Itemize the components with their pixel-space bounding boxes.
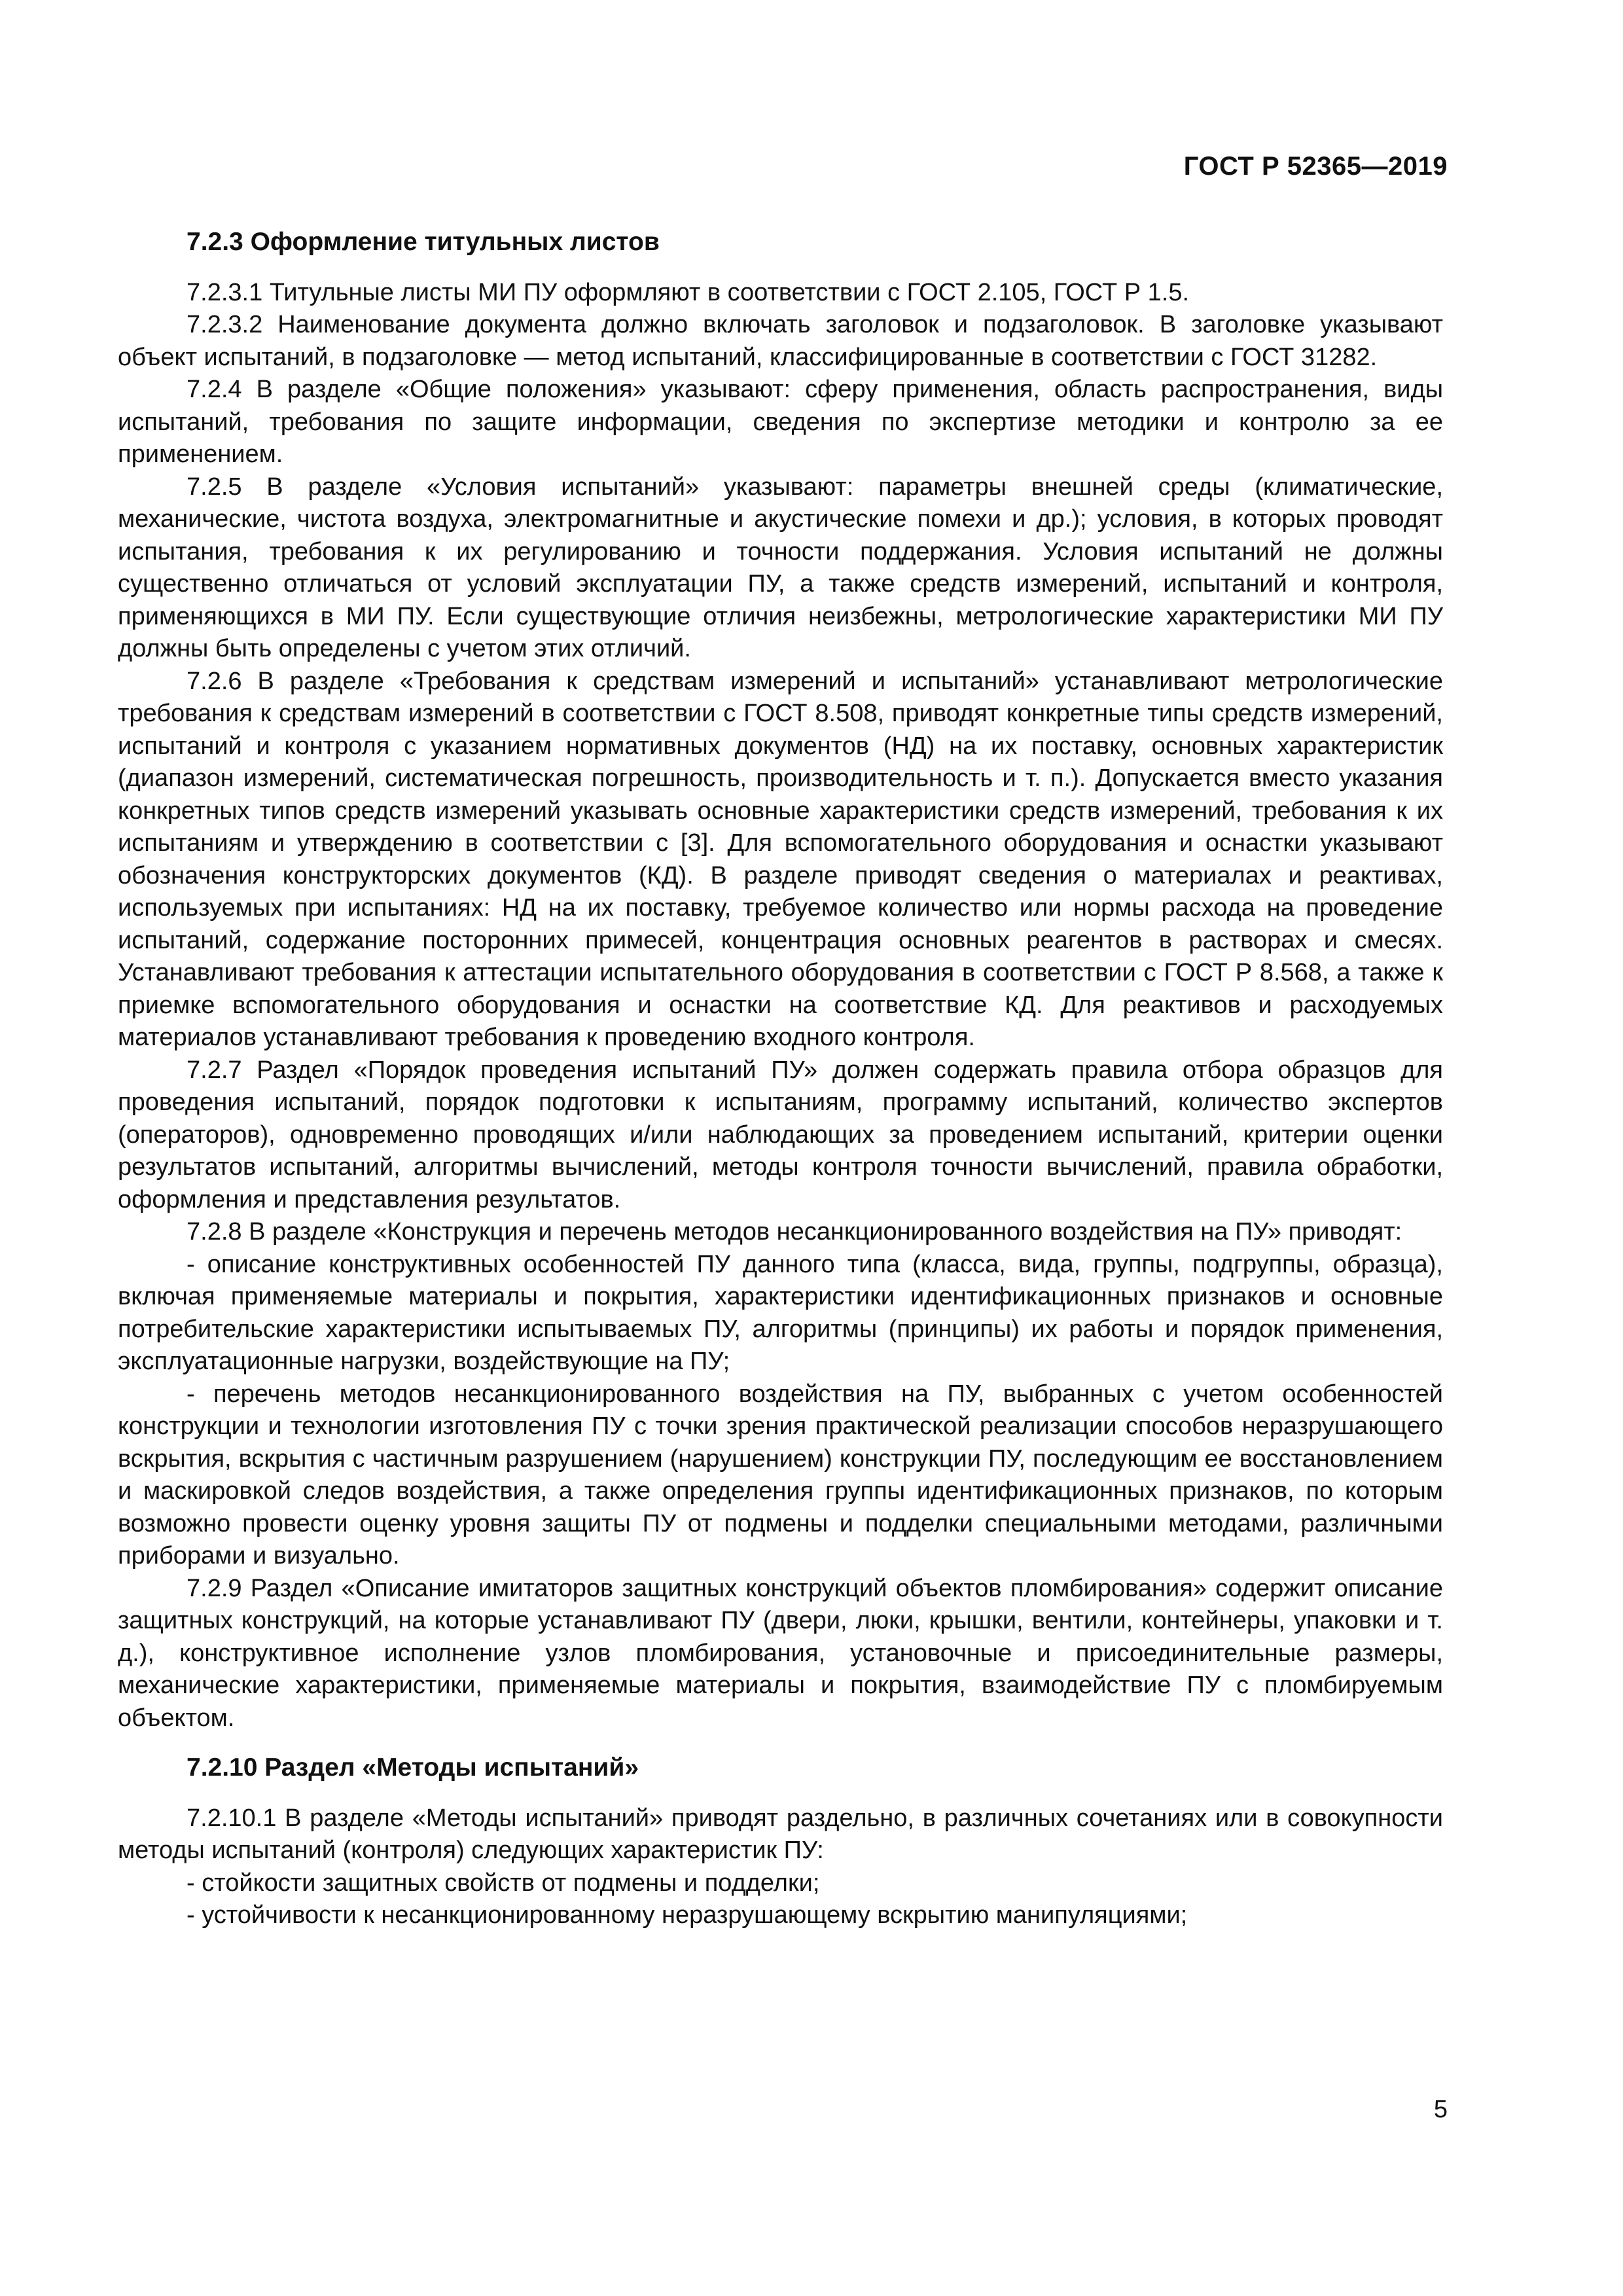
paragraph-7-2-9: 7.2.9 Раздел «Описание имитаторов защитных конструкций объектов пломбирования» содержит описание защитных конструкций, на которые устанавливают ПУ (двери, люки, крышки, вентили, контейнеры, упаковки и т. д.), конструктивное исполнение узлов пломбирования, установочные и присоединительные размеры, механические характеристики, применяемые материалы и покрытия, взаимодействие ПУ с пломбируемым объектом. [118,1574,1443,1732]
paragraph-7-2-8-bullet-2: - перечень методов несанкционированного воздействия на ПУ, выбранных с учетом особенностей конструкции и технологии изготовления ПУ с точки зрения практической реализации способов неразрушающего вскрытия, вскрытия с частичным разрушением (нарушением) конструкции ПУ, последующим ее восстановлением и маскировкой следов воздействия, а также определения группы идентификационных признаков, по которым возможно провести оценку уровня защиты ПУ от подмены и подделки специальными методами, различными приборами и визуально. [118,1380,1443,1570]
paragraph-7-2-3-2: 7.2.3.2 Наименование документа должно включать заголовок и подзаголовок. В заголовке указывают объект испытаний, в подзаголовке — метод испытаний, классифицированные в соответствии с ГОСТ 31282. [118,311,1443,371]
page-number: 5 [1433,2096,1448,2123]
paragraph-7-2-4: 7.2.4 В разделе «Общие положения» указывают: сферу применения, область распространения, виды испытаний, требования по защите информации, сведения по экспертизе методики и контролю за ее применением. [118,376,1443,468]
document-body [118,226,1443,1932]
section-heading-7-2-3: 7.2.3 Оформление титульных листов [187,228,660,256]
paragraph-7-2-8-intro: 7.2.8 В разделе «Конструкция и перечень методов несанкционированного воздействия на ПУ» приводят: [187,1218,1402,1246]
document-standard-id: ГОСТ Р 52365—2019 [1183,152,1448,181]
list-item-resistance-substitution: - стойкости защитных свойств от подмены и подделки; [187,1869,820,1897]
paragraph-7-2-5: 7.2.5 В разделе «Условия испытаний» указывают: параметры внешней среды (климатические, механические, чистота воздуха, электромагнитные и акустические помехи и др.); условия, в которых проводят испытания, требования к их регулированию и точности поддержания. Условия испытаний не должны существенно отличаться от условий эксплуатации ПУ, а также средств измерений, испытаний и контроля, применяющихся в МИ ПУ. Если существующие отличия неизбежны, метрологические характеристики МИ ПУ должны быть определены с учетом этих отличий. [118,473,1443,662]
paragraph-7-2-3-1: 7.2.3.1 Титульные листы МИ ПУ оформляют в соответствии с ГОСТ 2.105, ГОСТ Р 1.5. [187,278,1190,306]
paragraph-7-2-7: 7.2.7 Раздел «Порядок проведения испытаний ПУ» должен содержать правила отбора образцов для проведения испытаний, порядок подготовки к испытаниям, программу испытаний, количество экспертов (операторов), одновременно проводящих и/или наблюдающих за проведением испытаний, критерии оценки результатов испытаний, алгоритмы вычислений, методы контроля точности вычислений, правила обработки, оформления и представления результатов. [118,1056,1443,1213]
list-item-resistance-opening: - устойчивости к несанкционированному неразрушающему вскрытию манипуляциями; [187,1901,1188,1929]
section-heading-7-2-10: 7.2.10 Раздел «Методы испытаний» [187,1753,639,1782]
paragraph-7-2-8-bullet-1: - описание конструктивных особенностей ПУ данного типа (класса, вида, группы, подгруппы, образца), включая применяемые материалы и покрытия, характеристики идентификационных признаков и основные потребительские характеристики испытываемых ПУ, алгоритмы (принципы) их работы и порядок применения, эксплуатационные нагрузки, воздействующие на ПУ; [118,1250,1443,1375]
paragraph-7-2-10-1: 7.2.10.1 В разделе «Методы испытаний» приводят раздельно, в различных сочетаниях или в совокупности методы испытаний (контроля) следующих характеристик ПУ: [118,1804,1443,1864]
paragraph-7-2-6: 7.2.6 В разделе «Требования к средствам измерений и испытаний» устанавливают метрологические требования к средствам измерений в соответствии с ГОСТ 8.508, приводят конкретные типы средств измерений, испытаний и контроля с указанием нормативных документов (НД) на их поставку, основных характеристик (диапазон измерений, систематическая погрешность, производительность и т. п.). Допускается вместо указания конкретных типов средств измерений указывать основные характеристики средств измерений, требования к их испытаниям и утверждению в соответствии с [3]. Для вспомогательного оборудования и оснастки указывают обозначения конструкторских документов (КД). В разделе приводят сведения о материалах и реактивах, используемых при испытаниях: НД на их поставку, требуемое количество или нормы расхода на проведение испытаний, содержание посторонних примесей, концентрация основных реагентов в растворах и смесях. Устанавливают требования к аттестации испытательного оборудования в соответствии с ГОСТ Р 8.568, а также к приемке вспомогательного оборудования и оснастки на соответствие КД. Для реактивов и расходуемых материалов устанавливают требования к проведению входного контроля. [118,667,1443,1051]
